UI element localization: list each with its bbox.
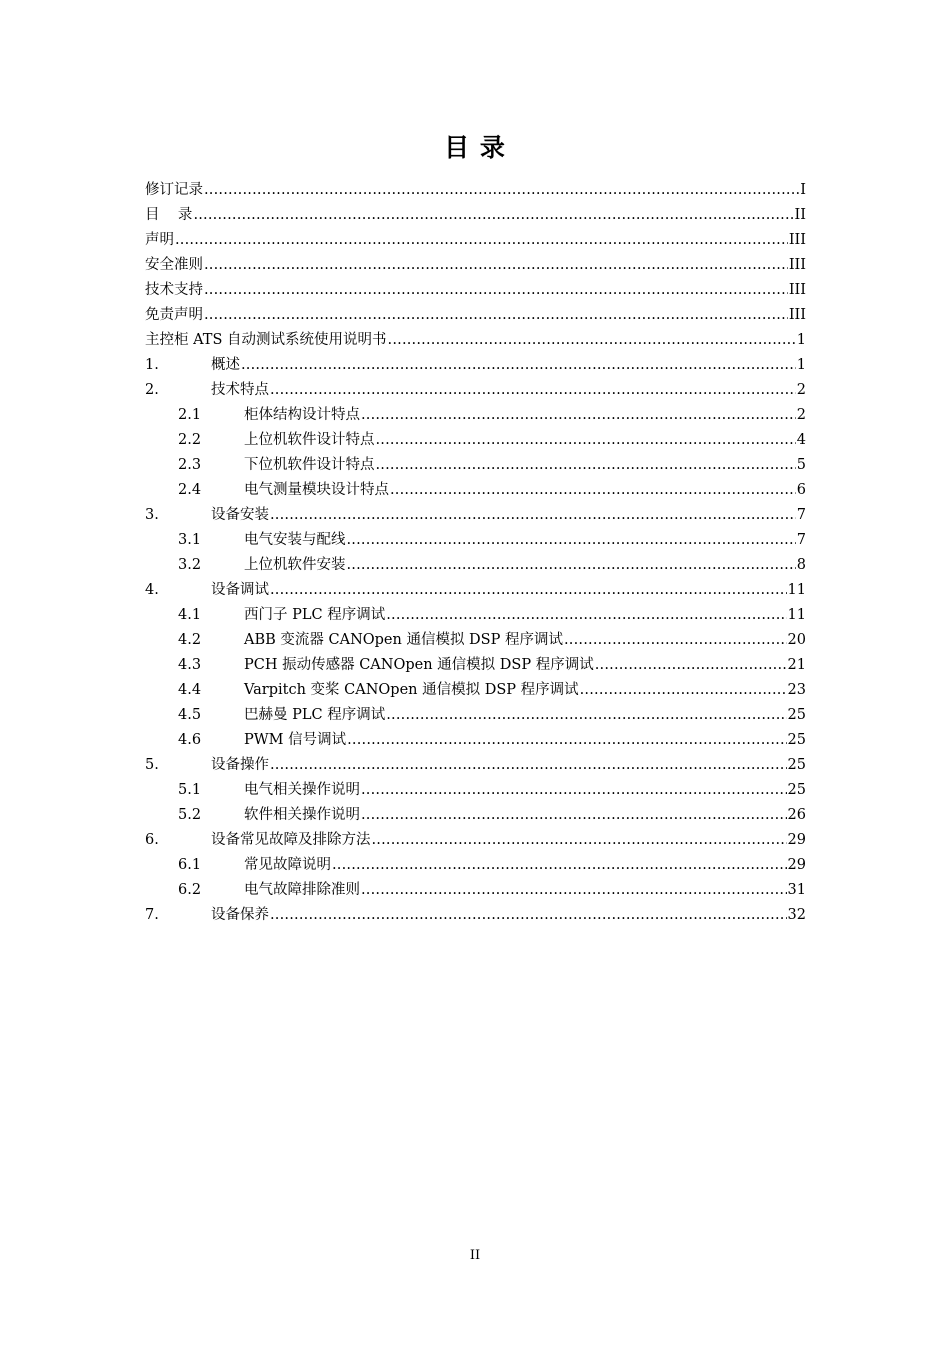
toc-leader xyxy=(361,778,787,803)
toc-label: 西门子 PLC 程序调试 xyxy=(244,607,386,623)
toc-entry[interactable] xyxy=(145,253,806,278)
toc-label: PCH 振动传感器 CANOpen 通信模拟 DSP 程序调试 xyxy=(244,657,594,673)
toc-entry[interactable] xyxy=(145,603,806,628)
toc-number: 2. xyxy=(145,382,159,398)
toc-entry[interactable] xyxy=(145,303,806,328)
toc-entry[interactable] xyxy=(145,828,806,853)
toc-entry[interactable] xyxy=(145,203,806,228)
toc-page: 23 xyxy=(787,682,806,698)
toc-page: 32 xyxy=(787,907,806,923)
toc-entry[interactable] xyxy=(145,403,806,428)
toc-number: 4.4 xyxy=(178,682,202,698)
toc-entry[interactable] xyxy=(145,378,806,403)
toc-label: 技术支持 xyxy=(145,282,203,298)
toc-number: 4.6 xyxy=(178,732,202,748)
toc-number: 3.2 xyxy=(178,557,202,573)
toc-leader xyxy=(580,678,787,703)
toc-page: 25 xyxy=(787,782,806,798)
toc-page: 21 xyxy=(787,657,806,673)
toc-page: 6 xyxy=(796,482,806,498)
toc-leader xyxy=(361,878,787,903)
toc-label: 声明 xyxy=(145,232,174,248)
toc-label: 常见故障说明 xyxy=(244,857,331,873)
toc-number: 5. xyxy=(145,757,159,773)
toc-page: 25 xyxy=(787,707,806,723)
toc-number: 2.2 xyxy=(178,432,202,448)
toc-number: 4. xyxy=(145,582,159,598)
toc-label: 上位机软件设计特点 xyxy=(244,432,375,448)
toc-leader xyxy=(361,803,787,828)
toc-page: III xyxy=(788,257,806,273)
toc-label: 修订记录 xyxy=(145,182,203,198)
toc-leader xyxy=(595,653,787,678)
toc-entry[interactable] xyxy=(145,228,806,253)
toc-number: 3. xyxy=(145,507,159,523)
toc-label: 免责声明 xyxy=(145,307,203,323)
toc-label: 概述 xyxy=(211,357,240,373)
toc-page: III xyxy=(788,232,806,248)
toc-leader xyxy=(372,828,787,853)
toc-label: 电气故障排除准则 xyxy=(244,882,360,898)
toc-leader xyxy=(376,428,796,453)
toc-page: 26 xyxy=(787,807,806,823)
toc-label: Varpitch 变桨 CANOpen 通信模拟 DSP 程序调试 xyxy=(244,682,579,698)
toc-entry[interactable] xyxy=(145,728,806,753)
toc-entry[interactable] xyxy=(145,528,806,553)
page-number: II xyxy=(469,1248,481,1263)
toc-number: 5.1 xyxy=(178,782,202,798)
toc-label: 主控柜 ATS 自动测试系统使用说明书 xyxy=(145,332,387,348)
toc-entry[interactable] xyxy=(145,703,806,728)
toc-number: 2.4 xyxy=(178,482,202,498)
toc-entry[interactable] xyxy=(145,478,806,503)
toc-page: 11 xyxy=(787,607,806,623)
toc-page: II xyxy=(794,207,806,223)
toc-entry[interactable] xyxy=(145,653,806,678)
toc-label: 安全准则 xyxy=(145,257,203,273)
toc-leader xyxy=(204,253,788,278)
toc-number: 2.1 xyxy=(178,407,202,423)
toc-label: PWM 信号调试 xyxy=(244,732,347,748)
toc-entry[interactable] xyxy=(145,903,806,928)
toc-entry[interactable] xyxy=(145,803,806,828)
toc-label: 上位机软件安装 xyxy=(244,557,346,573)
toc-label: 技术特点 xyxy=(211,382,269,398)
toc-number: 4.1 xyxy=(178,607,202,623)
toc-page: 25 xyxy=(787,757,806,773)
toc-page: 7 xyxy=(796,507,806,523)
toc-page: 1 xyxy=(796,332,806,348)
toc-page: 4 xyxy=(796,432,806,448)
toc-number: 4.5 xyxy=(178,707,202,723)
toc-entry[interactable] xyxy=(145,278,806,303)
toc-label: 设备操作 xyxy=(211,757,269,773)
toc-entry[interactable] xyxy=(145,878,806,903)
toc-number: 6.1 xyxy=(178,857,202,873)
toc-number: 2.3 xyxy=(178,457,202,473)
toc-leader xyxy=(347,728,786,753)
toc-page: I xyxy=(800,182,806,198)
toc-leader xyxy=(270,378,796,403)
toc-entry[interactable] xyxy=(145,453,806,478)
toc-number: 1. xyxy=(145,357,159,373)
toc-leader xyxy=(388,328,796,353)
toc-label: 设备保养 xyxy=(211,907,269,923)
toc-label: 柜体结构设计特点 xyxy=(244,407,360,423)
toc-leader xyxy=(390,478,796,503)
toc-leader xyxy=(204,303,788,328)
toc-page: 2 xyxy=(796,382,806,398)
toc-page: III xyxy=(788,282,806,298)
toc-leader xyxy=(270,753,787,778)
toc-entry[interactable] xyxy=(145,753,806,778)
toc-label: ABB 变流器 CANOpen 通信模拟 DSP 程序调试 xyxy=(244,632,563,648)
toc-label: 目 录 xyxy=(145,207,193,223)
toc-label: 设备调试 xyxy=(211,582,269,598)
toc-entry[interactable] xyxy=(145,353,806,378)
toc-page: 29 xyxy=(787,857,806,873)
toc-page: III xyxy=(788,307,806,323)
toc-leader xyxy=(347,553,796,578)
toc-entry[interactable] xyxy=(145,178,806,203)
toc-leader xyxy=(204,278,788,303)
toc-leader xyxy=(361,403,796,428)
toc-number: 7. xyxy=(145,907,159,923)
toc-leader xyxy=(564,628,787,653)
toc-page: 7 xyxy=(796,532,806,548)
toc-entry[interactable] xyxy=(145,428,806,453)
toc-leader xyxy=(376,453,796,478)
toc-entry[interactable] xyxy=(145,778,806,803)
toc-page: 25 xyxy=(787,732,806,748)
toc-entry[interactable] xyxy=(145,678,806,703)
toc-label: 巴赫曼 PLC 程序调试 xyxy=(244,707,386,723)
toc-entry[interactable] xyxy=(145,553,806,578)
toc-page: 5 xyxy=(796,457,806,473)
toc-leader xyxy=(193,203,793,228)
toc-entry[interactable] xyxy=(145,503,806,528)
toc-page: 20 xyxy=(787,632,806,648)
toc-page: 1 xyxy=(796,357,806,373)
toc-number: 6.2 xyxy=(178,882,202,898)
toc-leader xyxy=(270,578,787,603)
toc-leader xyxy=(204,178,799,203)
toc-page: 11 xyxy=(787,582,806,598)
toc-leader xyxy=(175,228,788,253)
toc-number: 4.3 xyxy=(178,657,202,673)
toc-page: 29 xyxy=(787,832,806,848)
toc-label: 设备安装 xyxy=(211,507,269,523)
toc-entry[interactable] xyxy=(145,628,806,653)
toc-leader xyxy=(386,703,786,728)
page-title: 目 录 xyxy=(444,133,506,162)
table-of-contents xyxy=(145,178,806,928)
toc-leader xyxy=(270,903,787,928)
toc-label: 电气安装与配线 xyxy=(244,532,346,548)
toc-page: 8 xyxy=(796,557,806,573)
toc-leader xyxy=(347,528,796,553)
toc-number: 4.2 xyxy=(178,632,202,648)
toc-page: 31 xyxy=(787,882,806,898)
toc-leader xyxy=(332,853,787,878)
toc-number: 5.2 xyxy=(178,807,202,823)
toc-entry[interactable] xyxy=(145,853,806,878)
toc-label: 电气测量模块设计特点 xyxy=(244,482,389,498)
toc-label: 下位机软件设计特点 xyxy=(244,457,375,473)
toc-entry[interactable] xyxy=(145,328,806,353)
toc-number: 3.1 xyxy=(178,532,202,548)
toc-label: 设备常见故障及排除方法 xyxy=(211,832,371,848)
toc-label: 软件相关操作说明 xyxy=(244,807,360,823)
toc-entry[interactable] xyxy=(145,578,806,603)
toc-number: 6. xyxy=(145,832,159,848)
toc-label: 电气相关操作说明 xyxy=(244,782,360,798)
toc-leader xyxy=(270,503,796,528)
toc-leader xyxy=(386,603,786,628)
toc-leader xyxy=(241,353,796,378)
toc-page: 2 xyxy=(796,407,806,423)
